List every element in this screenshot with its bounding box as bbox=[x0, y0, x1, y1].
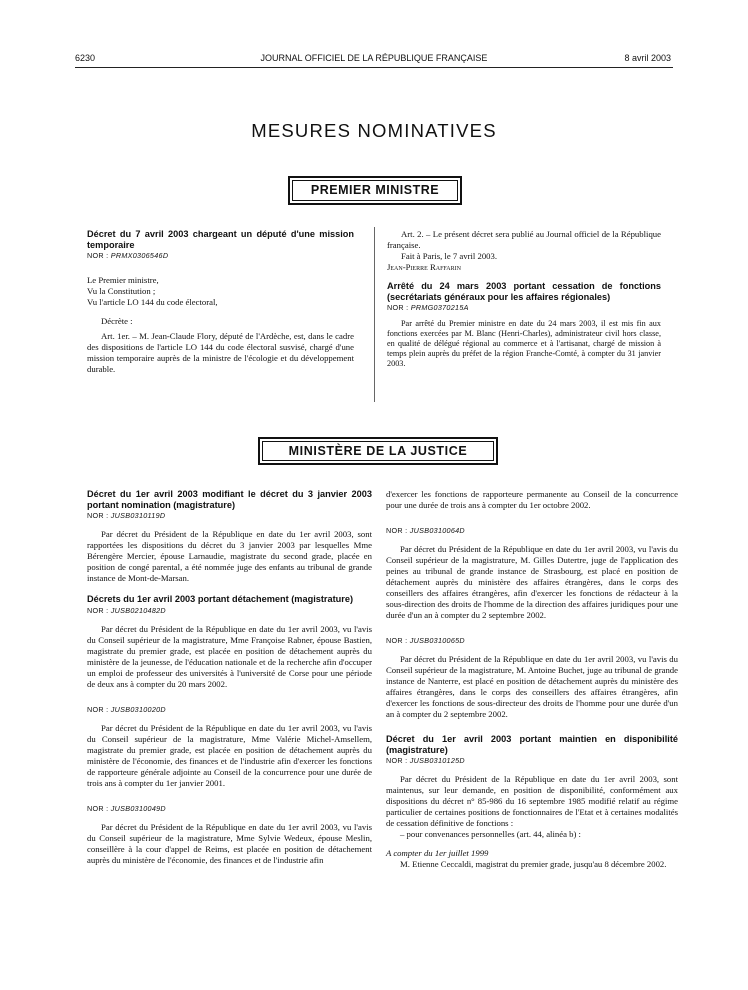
decree-text: Par décret du Président de la République en date du 1er avril 2003, vu l'avis du Conseil supérieur de la magistrature, Mme Sylvie Wedeux, épouse Meslin, conseillère à la cour d'appel de Reims, est placée en position de détachement auprès du ministère de l'économie, des finances et de l'industrie afin bbox=[87, 821, 372, 865]
journal-title: JOURNAL OFFICIEL DE LA RÉPUBLIQUE FRANÇAISE bbox=[260, 53, 488, 63]
decree-text: Par décret du Président de la République en date du 1er avril 2003, vu l'avis du Conseil supérieur de la magistrature, Mme Françoise Rabner, épouse Bastien, magistrate du premier grade, est placée en position de détachement auprès du ministère de la jeunesse, de l'éducation nationale et de la recherche afin d'occuper un emploi de professeur des universités à l'université de Corse pour une période de deux ans à compter du 20 mars 2002. bbox=[87, 623, 372, 689]
decree-text: Par décret du Président de la République en date du 1er avril 2003, vu l'avis du Conseil supérieur de la magistrature, M. Antoine Buchet, juge au tribunal de grande instance de Nanterre, est placé en position de détachement auprès du ministère des affaires étrangères, dans le corps des conseillers des affaires étrangères, afin d'exercer les fonctions de sous-directeur des droits de l'homme pour une durée d'un an à compter du 2 septembre 2002. bbox=[386, 654, 678, 719]
decree-line: Le Premier ministre, bbox=[87, 275, 159, 286]
section-box-justice bbox=[258, 437, 498, 465]
decree-article-1: Art. 1er. – M. Jean-Claude Flory, député de l'Ardèche, est, dans le cadre des dispositions de l'article LO 144 du code électoral susvisé, chargé d'une mission temporaire auprès de la ministre de l'écologie et du développement durable. bbox=[87, 331, 354, 375]
decree-title: Arrêté du 24 mars 2003 portant cessation de fonctions (secrétariats généraux pour les affaires régionales) bbox=[387, 281, 661, 302]
nor-reference: NOR : JUSB0310065D bbox=[386, 636, 465, 645]
decree-article-2: Art. 2. – Le présent décret sera publié au Journal officiel de la République française. bbox=[387, 229, 661, 250]
issue-date: 8 avril 2003 bbox=[624, 53, 671, 63]
section-box-premier-ministre bbox=[288, 176, 462, 205]
decree-decrete: Décrète : bbox=[101, 316, 133, 327]
decree-text: M. Etienne Ceccaldi, magistrat du premier grade, jusqu'au 8 décembre 2002. bbox=[400, 859, 667, 870]
column-divider bbox=[374, 227, 375, 402]
page-number: 6230 bbox=[75, 53, 96, 63]
section1-left-column bbox=[87, 229, 354, 375]
decree-text: Par décret du Président de la République en date du 1er avril 2003, vu l'avis du Conseil supérieur de la magistrature, M. Gilles Dutertre, juge de l'application des peines au tribunal de grande instance de Strasbourg, est placé en position de détachement auprès du ministère des affaires étrangères, dans le corps des conseillers des affaires étrangères, afin d'exercer les fonctions de rédacteur à la sous-direction des droits de l'homme de la direction des affaires juridiques pour une durée d'un an à compter du 2 septembre 2002. bbox=[386, 544, 678, 620]
header-rule bbox=[75, 67, 673, 68]
decree-text: Par décret du Président de la République en date du 1er avril 2003, sont rapportées les dispositions du décret du 3 janvier 2003 par lesquelles Mme Bérengère Mercier, épouse Larnaudie, magistrate du second grade, placée en position de congé parental, a été nommée juge des enfants au tribunal de grande instance de Mont-de-Marsan. bbox=[87, 529, 372, 584]
nor-reference: NOR : JUSB0310064D bbox=[386, 526, 465, 535]
page-title: MESURES NOMINATIVES bbox=[251, 120, 497, 141]
nor-reference: NOR : JUSB0310020D bbox=[87, 704, 166, 714]
decree-text: Par décret du Président de la République en date du 1er avril 2003, vu l'avis du Conseil supérieur de la magistrature, Mme Valérie Michel-Amsellem, magistrate du premier grade, est placée en position de détachement auprès du ministère de l'économie, des finances et de l'industrie afin d'exercer les fonctions de rapporteure générale adjointe au Conseil de la concurrence pour une durée de trois ans à compter du 1er janvier 2001. bbox=[87, 722, 372, 788]
nor-reference: NOR : PRMX0306546D bbox=[87, 251, 169, 261]
signature: Jean-Pierre Raffarin bbox=[387, 262, 461, 272]
decree-title: Décret du 7 avril 2003 chargeant un député d'une mission temporaire bbox=[87, 229, 354, 250]
decree-text-continued: d'exercer les fonctions de rapporteure permanente au Conseil de la concurrence pour une durée de trois ans à compter du 1er octobre 2002. bbox=[386, 489, 678, 510]
nor-reference: NOR : JUSB0210482D bbox=[87, 605, 166, 615]
page-header bbox=[0, 53, 748, 67]
section2-right-column bbox=[386, 489, 678, 870]
decree-date-heading: A compter du 1er juillet 1999 bbox=[386, 848, 489, 859]
decree-text: Par arrêté du Premier ministre en date du 24 mars 2003, il est mis fin aux fonctions exercées par M. Blanc (Henri-Charles), administrateur civil hors classe, en qualité de délégué régional au commerce et à l'artisanat, chargé de mission à temps plein auprès du préfet de la région Franche-Comté, à compter du 31 janvier 2003. bbox=[387, 319, 661, 369]
decree-title: Décret du 1er avril 2003 portant maintien en disponibilité (magistrature) bbox=[386, 734, 678, 755]
section-title: PREMIER MINISTRE bbox=[310, 183, 440, 197]
decree-line: Vu l'article LO 144 du code électoral, bbox=[87, 297, 218, 308]
section2-left-column bbox=[87, 489, 372, 866]
decree-place-date: Fait à Paris, le 7 avril 2003. bbox=[401, 251, 498, 261]
nor-reference: NOR : JUSB0310119D bbox=[87, 511, 166, 521]
decree-text: Par décret du Président de la République en date du 1er avril 2003, sont maintenus, sur leur demande, en position de disponibilité, conformément aux dispositions du décret n° 85-986 du 16 septembre 1985 modifié relatif au régime particulier de certaines positions de fonctionnaires de l'Etat et à certaines modalités de cessation définitive de fonctions : bbox=[386, 774, 678, 829]
section-title: MINISTÈRE DE LA JUSTICE bbox=[288, 444, 468, 458]
nor-reference: NOR : PRMG0370215A bbox=[387, 303, 469, 313]
decree-line: Vu la Constitution ; bbox=[87, 286, 156, 297]
nor-reference: NOR : JUSB0310125D bbox=[386, 756, 465, 766]
nor-reference: NOR : JUSB0310049D bbox=[87, 803, 166, 813]
decree-list-item: – pour convenances personnelles (art. 44, alinéa b) : bbox=[400, 829, 581, 840]
section1-right-column bbox=[387, 229, 661, 369]
decree-title: Décret du 1er avril 2003 modifiant le décret du 3 janvier 2003 portant nomination (magistrature) bbox=[87, 489, 372, 510]
decree-title: Décrets du 1er avril 2003 portant détachement (magistrature) bbox=[87, 594, 354, 605]
